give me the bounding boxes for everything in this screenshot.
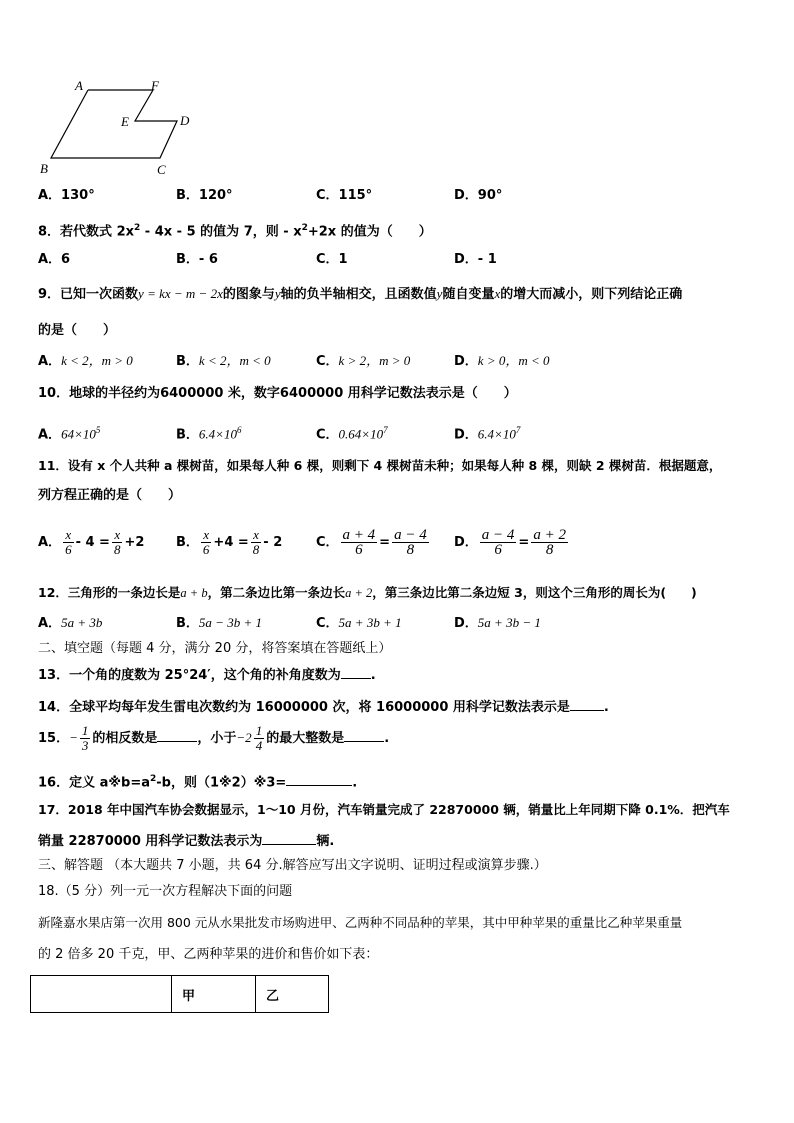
q8-option-d: D．- 1 [454,252,497,267]
q11-stem-line2: 列方程正确的是（ ） [38,488,182,503]
q11-stem-line1: 11．设有 x 个人共种 a 棵树苗，如果每人种 6 棵，则剩下 4 棵树苗未种；如果每人种 8 棵，则缺 2 棵树苗．根据题意， [38,458,722,473]
q12-stem: 12．三角形的一条边长是a + b，第二条边比第一条边长a + 2，第三条边比第二条边短 3，则这个三角形的周长为( ) [38,585,697,600]
table-header-cell: 甲 [172,976,256,1013]
q12-option-c: C．5a + 3b + 1 [316,615,402,631]
label-b: B [40,161,48,176]
q11-option-d: D． $\frac{a - 4}{6}$ = $\frac{a + 2}{8}$ [454,527,566,558]
label-f: F [151,78,159,93]
q10-option-c: C．$0.64\times 10^7$ [316,425,388,443]
q12-option-a: A．5a + 3b [38,615,103,631]
table-header-cell: 乙 [256,976,329,1013]
table-row [31,976,329,1013]
q9-option-b: B．k < 2，m < 0 [176,353,271,369]
q7-option-b: B．120° [176,188,233,203]
q9-option-d: D．k > 0，m < 0 [454,353,550,369]
q10-stem: 10．地球的半径约为6400000 米，数字6400000 用科学记数法表示是（ ） [38,386,517,401]
label-a: A [75,78,83,93]
q18-line2: 的 2 倍多 20 千克，甲、乙两种苹果的进价和售价如下表： [38,947,379,962]
q12-option-b: B．5a − 3b + 1 [176,615,262,631]
label-e: E [121,114,129,129]
section-2-heading: 二、填空题（每题 4 分，满分 20 分，将答案填在答题纸上） [38,641,392,656]
q13: 13．一个角的度数为 25°24′，这个角的补角度数为 . [38,668,376,683]
q9-option-c: C．k > 2，m > 0 [316,353,411,369]
label-c: C [157,162,166,177]
q11-option-a: A． $\frac{x}{6}$ - 4 = $\frac{x}{8}$ +2 [38,527,145,557]
q8-option-b: B．- 6 [176,252,218,267]
q10-option-d: D．$6.4\times 10^7$ [454,425,521,443]
q7-option-d: D．90° [454,188,503,203]
q7-option-c: C．115° [316,188,373,203]
label-d: D [180,113,190,128]
q9-option-a: A．k < 2，m > 0 [38,353,133,369]
q11-option-b: B． $\frac{x}{6}$ +4 = $\frac{x}{8}$ - 2 [176,527,283,557]
q12-option-d: D．5a + 3b − 1 [454,615,541,631]
q8-stem: 8．若代数式 $2x^2 - 4x - 5$ 的值为 7，则 - $x^2+2x$ 的值为（ ） [38,223,432,240]
q17-line2: 销量 22870000 用科学记数法表示为 辆. [38,834,335,849]
q9-stem-line2: 的是（ ） [38,323,117,338]
q10-option-a: A．$64\times 10^5$ [38,425,101,443]
q7-option-a: A．130° [38,188,95,203]
q18-line1: 新隆嘉水果店第一次用 800 元从水果批发市场购进甲、乙两种不同品种的苹果，其中甲种苹果的重量比乙种苹果重量 [38,915,683,930]
q15: 15．− $\frac{1}{3}$ 的相反数是 ，小于−2 $\frac{1}{4}$ 的最大整数是 . [38,723,390,753]
q18-price-table [30,975,329,1013]
q11-option-c: C． $\frac{a + 4}{6}$ = $\frac{a - 4}{8}$ [316,527,427,558]
q14: 14．全球平均每年发生雷电次数约为 16000000 次，将 16000000 用科学记数法表示是 . [38,700,609,715]
q8-option-c: C．1 [316,252,348,267]
table-header-cell [31,976,172,1013]
figure-outline [51,90,177,158]
q17-line1: 17．2018 年中国汽车协会数据显示，1～10 月份，汽车销量完成了 22870000 辆，销量比上年同期下降 0.1%．把汽车 [38,802,730,817]
section-3-heading: 三、解答题 （本大题共 7 小题，共 64 分.解答应写出文字说明、证明过程或演算步骤.） [38,858,547,873]
q10-option-b: B．$6.4\times 10^6$ [176,425,242,443]
q16: 16．定义 $a※b=a^2-b$，则（1※2）※3= . [38,774,358,791]
q8-option-a: A．6 [38,252,71,267]
q9-stem-line1: 9．已知一次函数y = kx − m − 2x的图象与y轴的负半轴相交，且函数值y随自变量x的增大而减小，则下列结论正确 [38,286,683,302]
q18-title: 18.（5 分）列一元一次方程解决下面的问题 [38,884,293,899]
geometry-figure [35,75,205,180]
